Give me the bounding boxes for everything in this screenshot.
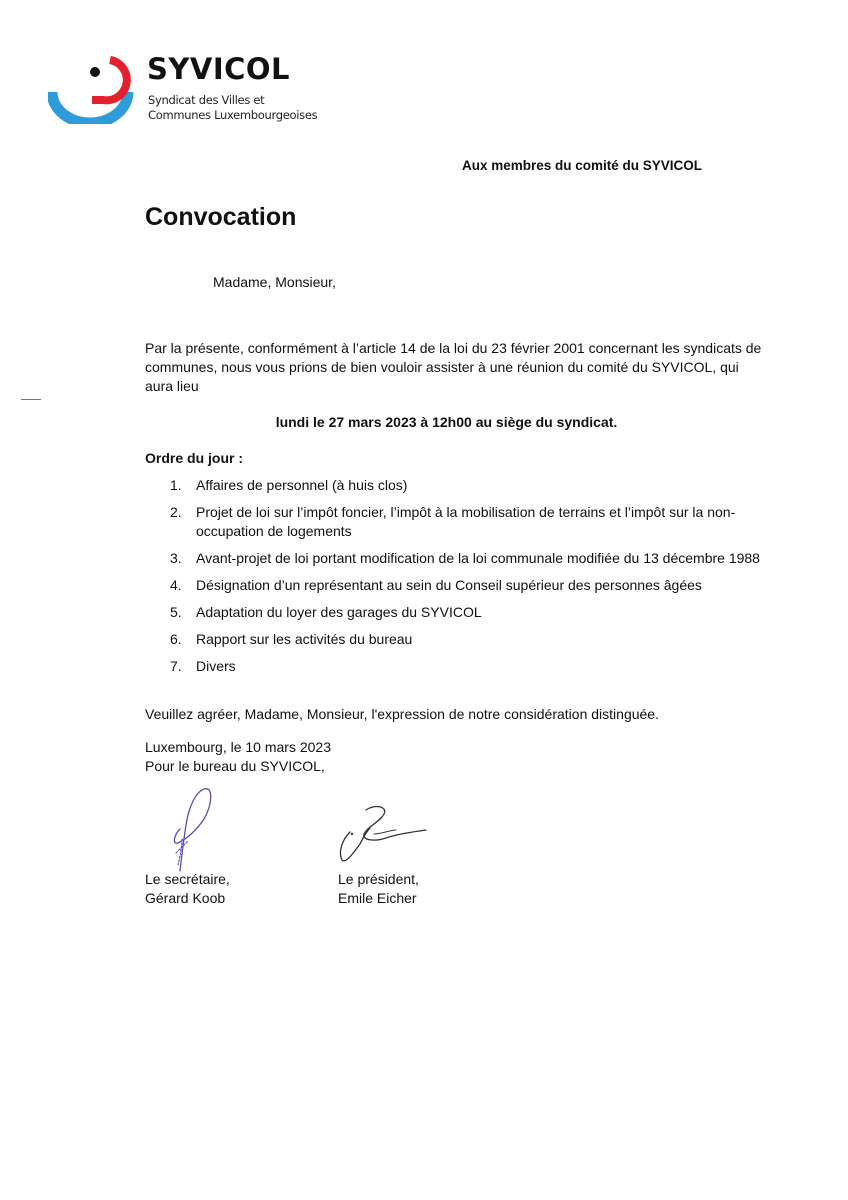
addressee: Aux membres du comité du SYVICOL <box>461 158 702 173</box>
salutation: Madame, Monsieur, <box>213 274 336 290</box>
agenda-item <box>145 603 765 622</box>
agenda-item-text: Projet de loi sur l’impôt foncier, l’impôt à la mobilisation de terrains et l’impôt sur la non-occupation de logements <box>196 504 736 539</box>
margin-fold-mark <box>21 399 41 400</box>
president-signatory <box>338 870 419 908</box>
place-date-line: Luxembourg, le 10 mars 2023 <box>145 739 331 755</box>
secretary-signatory <box>145 870 230 908</box>
intro-paragraph: Par la présente, conformément à l’article 14 de la loi du 23 février 2001 concernant les syndicats de communes, nous vous prions de bien vouloir assister à une réunion du comité du SYVICOL, qui aura lieu <box>145 340 762 394</box>
agenda-item-text: Divers <box>196 658 236 674</box>
logo-subtitle-line: Syndicat des Villes et <box>148 93 265 107</box>
secretary-signature <box>158 783 228 878</box>
logo-subtitle <box>148 93 317 123</box>
document-title: Convocation <box>145 203 297 231</box>
signatory-role: Le secrétaire, <box>145 871 230 887</box>
logo-wordmark: SYVICOL <box>147 52 291 86</box>
agenda-item <box>145 476 765 495</box>
agenda-heading: Ordre du jour : <box>145 450 243 466</box>
on-behalf-line: Pour le bureau du SYVICOL, <box>145 758 325 774</box>
agenda-item <box>145 576 765 595</box>
agenda-item-text: Affaires de personnel (à huis clos) <box>196 477 408 493</box>
agenda-item-text: Désignation d’un représentant au sein du Conseil supérieur des personnes âgées <box>196 577 702 593</box>
agenda-item <box>145 657 765 676</box>
agenda-item <box>145 549 765 568</box>
agenda-item-number: 4. <box>170 577 182 593</box>
agenda-item-number: 5. <box>170 604 182 620</box>
agenda-item-number: 3. <box>170 550 182 566</box>
agenda-item <box>145 503 765 541</box>
meeting-date: lundi le 27 mars 2023 à 12h00 au siège du syndicat. <box>275 414 618 430</box>
agenda-item-number: 2. <box>170 504 182 520</box>
agenda-item-number: 7. <box>170 658 182 674</box>
agenda-item <box>145 630 765 649</box>
syvicol-logo-icon <box>48 52 134 124</box>
signatory-name: Gérard Koob <box>145 890 226 906</box>
logo-subtitle-line: Communes Luxembourgeoises <box>148 108 318 122</box>
president-signature <box>334 800 432 868</box>
place-and-date <box>145 738 331 776</box>
agenda-item-number: 1. <box>170 477 182 493</box>
signatory-name: Emile Eicher <box>338 890 417 906</box>
closing-formula: Veuillez agréer, Madame, Monsieur, l'expression de notre considération distinguée. <box>145 706 659 722</box>
signatory-role: Le président, <box>338 871 419 887</box>
agenda-item-text: Adaptation du loyer des garages du SYVICOL <box>196 604 482 620</box>
agenda-item-text: Avant-projet de loi portant modification de la loi communale modifiée du 13 décembre 1988 <box>196 550 760 566</box>
agenda-item-text: Rapport sur les activités du bureau <box>196 631 413 647</box>
agenda-list <box>145 476 765 684</box>
agenda-item-number: 6. <box>170 631 182 647</box>
